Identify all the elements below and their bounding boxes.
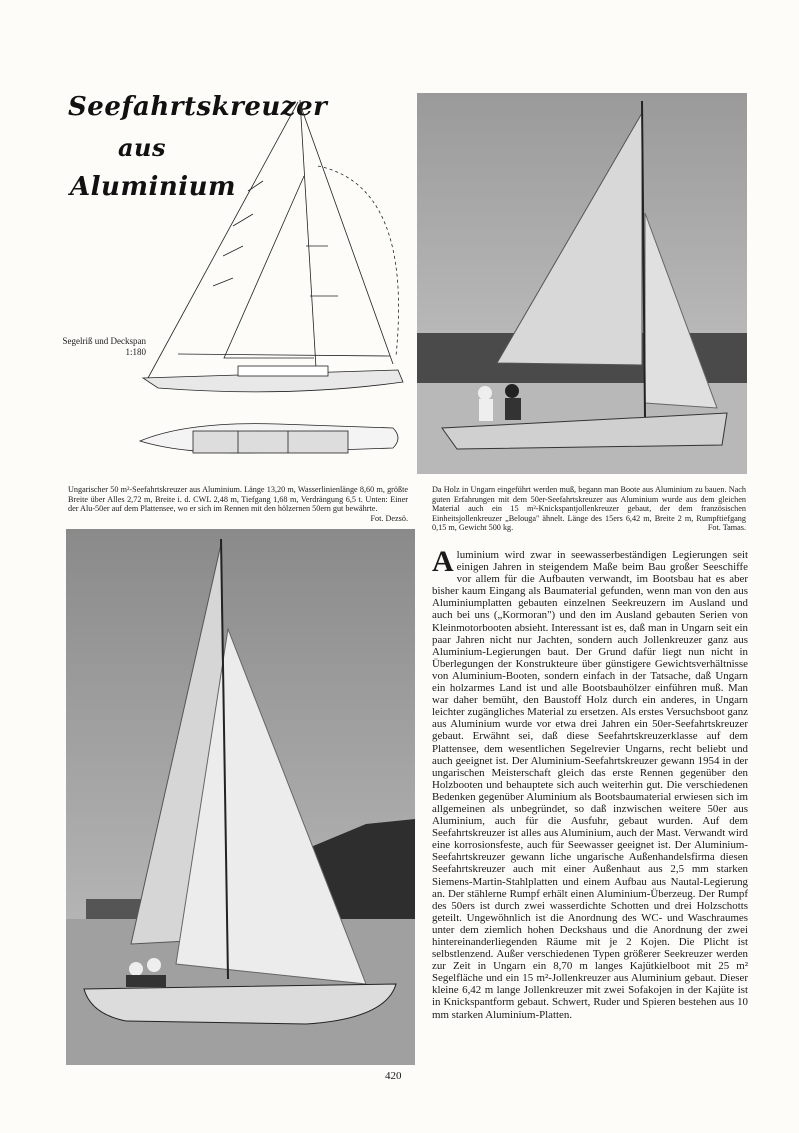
- caption-left-text: Ungarischer 50 m²-Seefahrtskreuzer aus Aluminium. Länge 13,20 m, Wasserlinienlänge 8,60 m, größte Breite über Alles 2,72 m, Breite i. d. CWL 2,48 m, Tiefgang 1,68 m, Verdrängung 6,5 t. Unten: Einer der Alu-50er auf dem Plattensee, wo er sich im Rennen mit den hölzernen 50ern gut bewährte.: [68, 485, 408, 514]
- page-number: 420: [385, 1070, 402, 1082]
- caption-sail-plan: [68, 485, 408, 523]
- title-line-2: aus: [118, 133, 167, 162]
- sail-plan-label: Segelriß und Deckspan 1:180: [62, 336, 146, 357]
- caption-right-credit: Fot. Tamas.: [707, 523, 746, 533]
- caption-left-credit: Fot. Dezsö.: [370, 513, 408, 523]
- photo-seefahrtskreuzer: [66, 529, 415, 1065]
- article-text: luminium wird zwar in seewasserbeständigen Legierungen seit einigen Jahren in steigendem Maße beim Bau großer Seeschiffe vor allem für die Aufbauten verwandt, im Bootsbau hat es aber bisher kaum Eingang als Baumaterial gefunden, wenn man von den aus Aluminiumplatten gebauten einzelnen Seekreuzern im Ausland und auch bei uns („Kormoran") und den im Ausland gebauten Serien von Kleinmotorbooten absieht. Interessant ist es, daß man in Ungarn seit ein paar Jahren nicht nur Jachten, sondern auch Jollenkreuzer ganz aus Aluminium-Legierungen baut. Der Grund dafür liegt nun nicht in Überlegungen der Konstrukteure über günstigere Gewichtsverhältnisse von Aluminium-Booten, sondern einfach in der Tatsache, daß Ungarn ein holzarmes Land ist und alle Bootsbauhölzer einführen muß. Man war daher bemüht, den Baustoff Holz durch ein anderes, in Ungarn leichter zugängliches Material zu ersetzen. Als erstes Versuchsboot ganz aus Aluminium wurde vor etwa drei Jahren ein 50er-Seefahrtskreuzer gebaut. Erwähnt sei, daß diese Seefahrtskreuzerklasse auf dem Plattensee, dem wesentlichen Segelrevier Ungarns, recht beliebt und auch geeignet ist. Der Aluminium-Seefahrtskreuzer gewann 1954 in der ungarischen Meisterschaft gleich das erste Rennen gegenüber den Holzbooten und behauptete sich auch weiterhin gut. Die verschiedenen Bedenken gegenüber Aluminium als Bootsbaumaterial erwiesen sich im allgemeinen als unbegründet, so daß inzwischen weitere 50er aus Aluminium, auch für die Ausfuhr, gebaut wurden. Auf dem Seefahrtskreuzer ist alles aus Aluminium, auch der Mast. Verwandt wird eine korrosionsfeste, auch für Seewasser geeignet ist. Der Aluminium-Seefahrtskreuzer gewann liche ungarische Außenhandelsfirma diesen Seefahrtskreuzer auch mit einer Außenhaut aus 2,5 mm starken Siemens-Martin-Stahlplatten und einem Aufbau aus Nautal-Legierung an. Der stählerne Rumpf erhält einen Aluminium-Überzeug. Der Rumpf des 50ers ist durch zwei wasserdichte Schotten und drei Holzschotts geteilt. Ungewöhnlich ist die Anordnung des WC- und Waschraumes unter dem ziemlich hohen Deckshaus und die Anordnung der zwei hintereinanderliegenden Räume mit je 2 Kojen. Die Plicht ist selbstlenzend. Außer verschiedenen Typen größerer Seekreuzer werden zur Zeit in Ungarn ein 8,70 m langes Kajütkielboot mit 25 m² Segelfläche und ein 15 m²-Jollenkreuzer aus Aluminium gebaut. Dieser kleine 6,42 m lange Jollenkreuzer mit zwei Sofakojen in der Kajüte ist in Knickspantform gebaut. Schwert, Ruder und Spieren bestehen aus 10 mm starken Aluminium-Platten.: [432, 549, 748, 1021]
- article-dropcap: A: [432, 545, 454, 578]
- article-body: [432, 545, 748, 1021]
- caption-right-text: Da Holz in Ungarn eingeführt werden muß, begann man Boote aus Aluminium zu bauen. Nach guten Erfahrungen mit dem 50er-Seefahrtskreuzer aus Aluminium wurde aus dem gleichen Material auch ein 15 m²-Knickspantjollenkreuzer gebaut, der dem französischen Einheitsjollenkreuzer „Belouga" ähnelt. Länge des 15ers 6,42 m, Breite 2 m, Rumpftiefgang 0,15 m, Gewicht 500 kg.: [432, 485, 746, 533]
- title-line-3: Aluminium: [70, 172, 237, 202]
- photo-jollenkreuzer: [417, 93, 747, 474]
- sail-plan-drawing: [128, 96, 413, 476]
- caption-jollenkreuzer: [432, 485, 746, 533]
- title-line-1: Seefahrtskreuzer: [68, 92, 328, 122]
